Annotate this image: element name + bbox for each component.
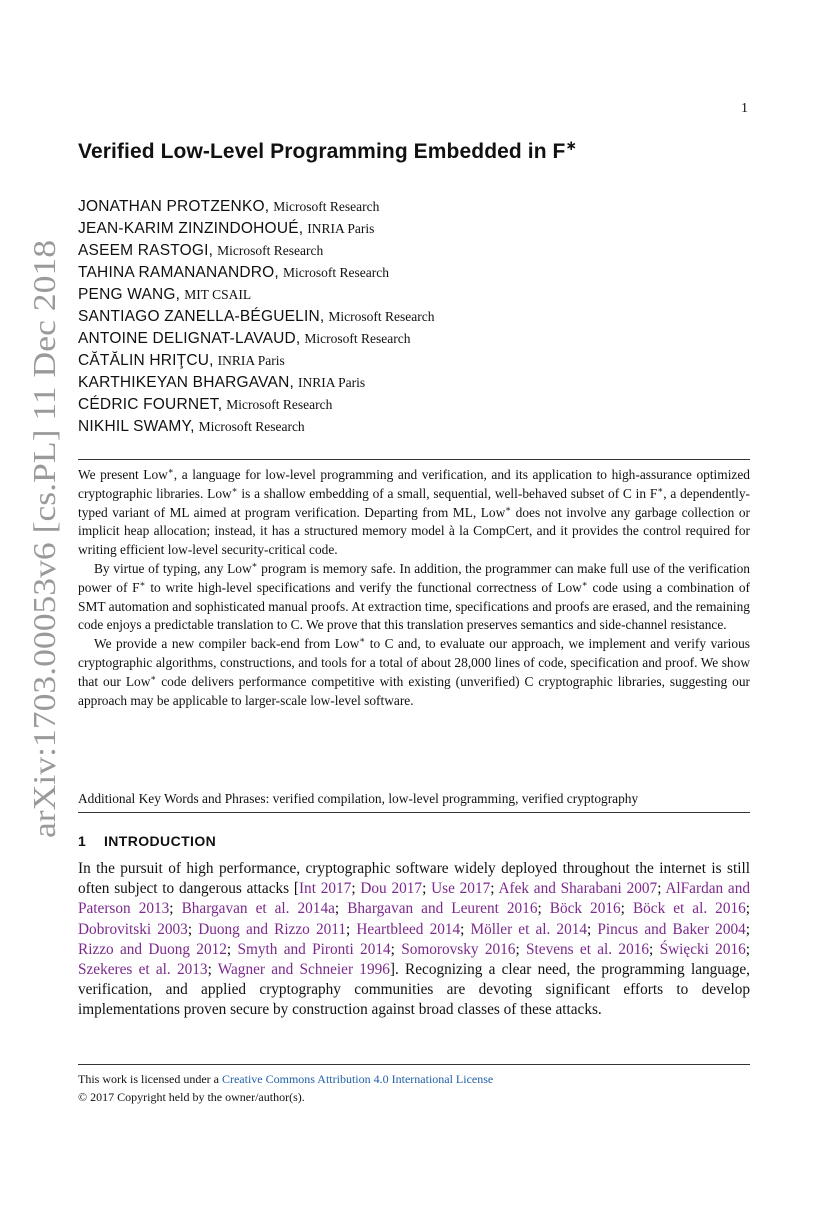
author-entry: [78, 262, 434, 284]
text-run: ;: [587, 920, 598, 938]
text-run: ;: [390, 940, 402, 958]
citation-link[interactable]: Święcki 2016: [659, 940, 746, 958]
text-run: ;: [187, 920, 199, 938]
section-number: 1: [78, 833, 87, 849]
author-name: JEAN-KARIM ZINZINDOHOUÉ,: [78, 220, 304, 237]
superscript: ∗: [231, 484, 238, 495]
author-affiliation: Microsoft Research: [328, 309, 435, 324]
text-run: ;: [169, 900, 182, 918]
introduction-paragraph: [78, 859, 750, 1021]
text-run: ;: [745, 940, 751, 958]
text-run: code using a combination of SMT automation and sophisticated manual proofs. At extraction time, specifications and proofs are erased, and the remaining code enjoys a predictable translation to C. We prove that this translation preserves semantics and side-channel resistance.: [78, 579, 750, 633]
abstract-paragraph-2: [78, 560, 750, 635]
superscript: ∗: [150, 672, 157, 683]
title-text: Verified Low-Level Programming Embedded in F: [78, 140, 566, 163]
superscript: ∗: [167, 465, 174, 476]
author-entry: [78, 284, 434, 306]
author-name: NIKHIL SWAMY,: [78, 418, 195, 435]
text-run: ;: [226, 940, 238, 958]
citation-link[interactable]: Int 2017: [298, 880, 352, 898]
text-run: ;: [207, 961, 218, 979]
footnote-rule: [78, 1064, 750, 1065]
arxiv-stamp: [23, 238, 63, 838]
section-heading: [78, 833, 216, 849]
citation-link[interactable]: Szekeres et al. 2013: [78, 961, 208, 979]
text-run: ;: [745, 920, 751, 938]
author-affiliation: Microsoft Research: [198, 419, 305, 434]
citation-link[interactable]: Böck 2016: [549, 900, 621, 918]
license-prefix: This work is licensed under a: [78, 1072, 222, 1086]
author-affiliation: Microsoft Research: [217, 243, 324, 258]
superscript: ∗: [251, 559, 258, 570]
author-affiliation: Microsoft Research: [226, 397, 333, 412]
author-name: ANTOINE DELIGNAT-LAVAUD,: [78, 330, 301, 347]
text-run: ;: [345, 920, 357, 938]
author-affiliation: Microsoft Research: [282, 265, 390, 280]
abstract-top-rule: [78, 459, 750, 460]
footnote: [78, 1070, 493, 1106]
page-number: 1: [741, 101, 748, 116]
text-run: ;: [745, 900, 751, 918]
author-name: CÉDRIC FOURNET,: [78, 396, 223, 413]
citation-link[interactable]: Afek and Sharabani 2007: [498, 880, 658, 898]
author-name: JONATHAN PROTZENKO,: [78, 198, 270, 215]
text-run: ;: [422, 880, 432, 898]
citation-link[interactable]: Use 2017: [431, 880, 491, 898]
text-run: does not involve any garbage collection or implicit heap allocation; instead, it has a structured memory model à la CompCert, and it provides the control required for writing efficient low-level security-critical code.: [78, 504, 750, 558]
text-run: ;: [515, 940, 527, 958]
author-affiliation: INRIA Paris: [298, 375, 366, 390]
text-run: We provide a new compiler back-end from Low: [94, 636, 360, 652]
superscript: ∗: [657, 484, 664, 495]
citation-link[interactable]: Dou 2017: [360, 880, 423, 898]
license-line: [78, 1070, 493, 1088]
text-run: ;: [334, 900, 348, 918]
text-run: , a dependently-typed variant of ML aimed at program verification. Departing from ML, Low: [78, 485, 750, 520]
text-run: , a language for low-level programming and verification, and its application to high-assurance optimized cryptographic libraries. Low: [78, 467, 750, 501]
text-run: to C and, to evaluate our approach, we implement and verify various cryptographic algorithms, constructions, and tools for a total of about 28,000 lines of code, specification and proof. We show that our Low: [78, 636, 750, 689]
superscript: ∗: [581, 578, 588, 589]
citation-link[interactable]: AlFardan and Paterson 2013: [78, 880, 751, 918]
author-entry: [78, 218, 434, 240]
author-name: TAHINA RAMANANANDRO,: [78, 264, 279, 281]
text-run: ]. Recognizing a clear need, the programming language, verification, and applied cryptography communities are devoting significant efforts to develop implementations proven secure by construction against broad classes of these attacks.: [78, 961, 750, 1019]
citation-link[interactable]: Bhargavan et al. 2014a: [181, 900, 335, 918]
author-entry: [78, 240, 434, 262]
citation-link[interactable]: Dobrovitski 2003: [78, 920, 188, 938]
author-entry: [78, 416, 434, 438]
author-name: SANTIAGO ZANELLA-BÉGUELIN,: [78, 308, 325, 325]
citation-link[interactable]: Somorovsky 2016: [401, 940, 516, 958]
author-affiliation: MIT CSAIL: [184, 287, 252, 302]
citation-link[interactable]: Pincus and Baker 2004: [597, 920, 746, 938]
citation-link[interactable]: Rizzo and Duong 2012: [78, 940, 227, 958]
arxiv-id: arXiv:1703.00053v6 [cs.PL] 11 Dec 2018: [26, 300, 62, 838]
citation-link[interactable]: Möller et al. 2014: [470, 920, 588, 938]
title-superscript: ∗: [565, 138, 578, 153]
text-run: code delivers performance competitive with existing (unverified) C cryptographic libraries, suggesting our approach may be applicable to larger-scale low-level software.: [78, 673, 750, 708]
author-entry: [78, 394, 434, 416]
author-affiliation: INRIA Paris: [217, 353, 285, 368]
text-run: ;: [351, 880, 361, 898]
text-run: ;: [490, 880, 499, 898]
author-entry: [78, 328, 434, 350]
author-name: ASEEM RASTOGI,: [78, 242, 214, 259]
abstract-paragraph-3: [78, 635, 750, 710]
citation-link[interactable]: Böck et al. 2016: [632, 900, 746, 918]
text-run: is a shallow embedding of a small, sequential, well-behaved subset of C in F: [237, 485, 658, 501]
text-run: ;: [460, 920, 471, 938]
text-run: ;: [620, 900, 633, 918]
citation-link[interactable]: Smyth and Pironti 2014: [237, 940, 391, 958]
abstract-bottom-rule: [78, 812, 750, 813]
author-entry: [78, 306, 434, 328]
abstract-paragraph-1: [78, 466, 750, 560]
text-run: to write high-level specifications and verify the functional correctness of Low: [145, 579, 582, 595]
text-run: ;: [649, 940, 660, 958]
superscript: ∗: [359, 634, 366, 645]
section-title: INTRODUCTION: [104, 833, 217, 849]
copyright-line: © 2017 Copyright held by the owner/author(s).: [78, 1090, 305, 1104]
author-affiliation: Microsoft Research: [304, 331, 411, 346]
author-affiliation: INRIA Paris: [307, 221, 375, 236]
author-affiliation: Microsoft Research: [273, 199, 380, 214]
text-run: In the pursuit of high performance, cryptographic software widely deployed throughout the internet is still often subject to dangerous attacks [: [78, 860, 750, 898]
superscript: ∗: [139, 578, 146, 589]
citation-link[interactable]: Duong and Rizzo 2011: [198, 920, 346, 938]
author-name: KARTHIKEYAN BHARGAVAN,: [78, 374, 294, 391]
text-run: By virtue of typing, any Low: [94, 560, 252, 576]
author-name: CĂTĂLIN HRIŢCU,: [78, 352, 214, 369]
text-run: program is memory safe. In addition, the programmer can make full use of the verification power of F: [78, 560, 750, 595]
paper-title: [78, 140, 577, 164]
citation-link[interactable]: Stevens et al. 2016: [526, 940, 650, 958]
citation-link[interactable]: Bhargavan and Leurent 2016: [347, 900, 538, 918]
citation-link[interactable]: Wagner and Schneier 1996: [217, 961, 390, 979]
text-run: ;: [657, 880, 666, 898]
text-run: We present Low: [78, 467, 168, 482]
superscript: ∗: [505, 503, 512, 514]
license-link[interactable]: Creative Commons Attribution 4.0 International License: [221, 1072, 494, 1086]
author-entry: [78, 196, 434, 218]
citation-link[interactable]: Heartbleed 2014: [356, 920, 461, 938]
abstract: [78, 466, 750, 710]
author-name: PENG WANG,: [78, 286, 181, 303]
author-entry: [78, 350, 434, 372]
text-run: ;: [537, 900, 550, 918]
author-list: [78, 196, 434, 438]
author-entry: [78, 372, 434, 394]
keywords: Additional Key Words and Phrases: verified compilation, low-level programming, verified cryptography: [78, 791, 639, 806]
